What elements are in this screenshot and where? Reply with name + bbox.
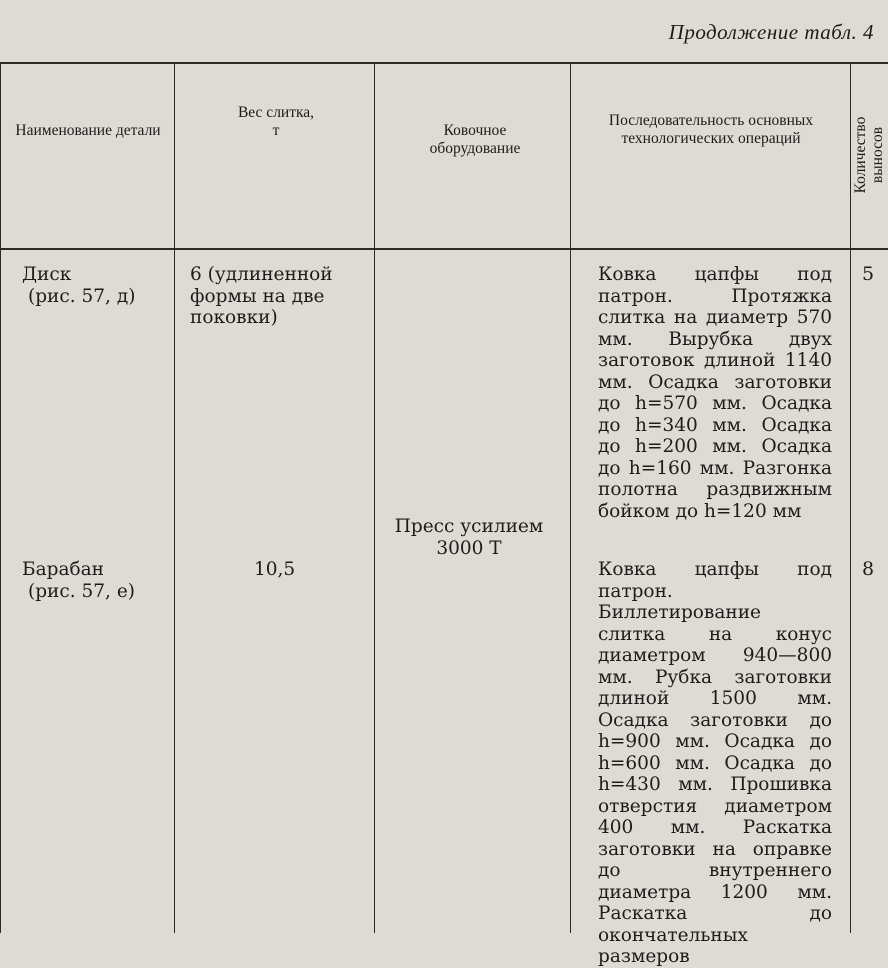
table-continuation-label: Продолжение табл. 4 xyxy=(668,20,874,44)
row1-count: 5 xyxy=(862,263,875,285)
row1-name-ref: (рис. 57, д) xyxy=(28,285,136,307)
col-rule xyxy=(0,62,1,933)
row2-equipment: Пресс усилием 3000 Т xyxy=(394,516,544,559)
row1-name-title: Диск xyxy=(22,264,72,285)
header-equipment: Ковочное оборудование xyxy=(429,122,521,157)
row2-name-title: Барабан xyxy=(22,559,104,580)
row1-description: Ковка цапфы под патрон. Протяжка слитка на диаметр 570 мм. Вырубка двух заготовок длиной 1140 мм. Осадка заготовки до h=570 мм. Осадка до h=340 мм. Осадка до h=200 мм. Осадка до h=160 мм. Разгонка полотна раздвижным бойком до h=120 мм xyxy=(598,264,832,522)
process-table xyxy=(0,62,888,967)
header-weight: Вес слитка, т xyxy=(237,104,315,139)
row2-count: 8 xyxy=(862,558,875,580)
row2-name xyxy=(22,559,172,602)
col-rule xyxy=(174,62,175,933)
row1-weight: 6 (удлиненной формы на две поковки) xyxy=(190,264,333,328)
header-bottom-rule xyxy=(0,248,888,250)
header-sequence: Последовательность основных технологических операций xyxy=(608,112,814,147)
table-top-rule xyxy=(0,62,888,64)
col-rule xyxy=(570,62,571,933)
row2-weight: 10,5 xyxy=(254,559,296,580)
row2-description: Ковка цапфы под патрон. Биллетирование слитка на конус диаметром 940—800 мм. Рубка заготовки длиной 1500 мм. Осадка заготовки до h=900 мм. Осадка до h=600 мм. Осадка до h=430 мм. Прошивка отверстия диаметром 400 мм. Раскатка заготовки на оправке до внутреннего диаметра 1200 мм. Раскатка до окончательных размеров xyxy=(598,559,832,967)
row2-name-ref: (рис. 57, е) xyxy=(28,580,135,602)
header-count-cell xyxy=(850,62,888,248)
col-rule xyxy=(374,62,375,933)
row1-name xyxy=(22,264,172,307)
header-name: Наименование детали xyxy=(15,122,161,139)
header-count: Количество выносов xyxy=(852,116,886,194)
